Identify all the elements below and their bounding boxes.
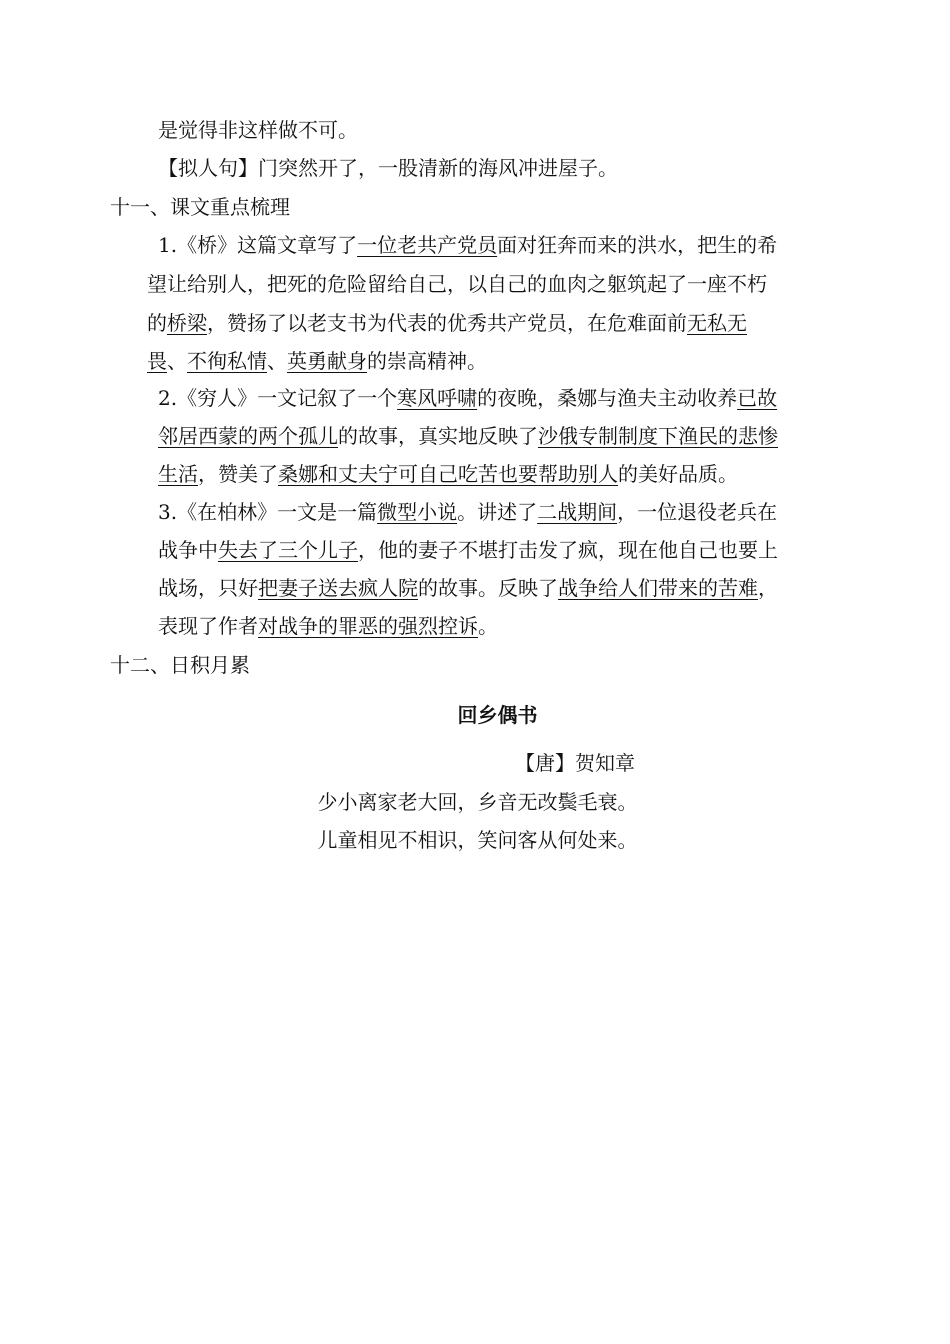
underlined-answer: 沙俄专制制度下渔民的悲惨: [538, 424, 778, 448]
text-run: ，赞扬了以老支书为代表的优秀共产党员，在危难面前: [207, 311, 687, 335]
item1-line3: [147, 310, 747, 336]
underlined-answer: 微型小说: [377, 500, 458, 524]
text-run: 战争中: [158, 538, 218, 562]
item3-line4: [158, 613, 498, 639]
item2-line3: [158, 461, 738, 487]
underlined-answer: 战争给人们带来的苦难: [558, 576, 758, 600]
text-run: 战场，只好: [158, 576, 258, 600]
text-run: ，赞美了: [198, 462, 278, 486]
text-run: 。: [478, 614, 498, 638]
underlined-answer: 生活: [158, 462, 198, 486]
text-run: ，一位退役老兵在: [617, 500, 778, 524]
item1-line4: [147, 348, 487, 374]
text-run: 2.《穷人》一文记叙了一个: [158, 386, 398, 410]
poem-line: 少小离家老大回，乡音无改鬓毛衰。: [317, 790, 638, 814]
item3-line3: [158, 575, 778, 601]
continuation-line: [158, 117, 358, 143]
personification-label: 【拟人句】: [158, 156, 258, 180]
item1-line2: [147, 271, 767, 297]
text-run: 3.《在柏林》一文是一篇: [158, 500, 378, 524]
poem-title: 回乡偶书: [457, 703, 538, 727]
personification-example: [158, 155, 618, 181]
underlined-answer: 不徇私情: [187, 349, 267, 373]
text-run: 、: [267, 349, 287, 373]
underlined-answer: 畏: [147, 349, 167, 373]
underlined-answer: 二战期间: [537, 500, 618, 524]
text-run: 的故事，真实地反映了: [338, 424, 538, 448]
underlined-answer: 邻居西蒙的两个孤儿: [158, 424, 338, 448]
text-run: 的故事。反映了: [418, 576, 558, 600]
underlined-answer: 失去了三个儿子: [218, 538, 358, 562]
underlined-answer: 已故: [737, 386, 778, 410]
underlined-answer: 桑娜和丈夫宁可自己吃苦也要帮助别人: [278, 462, 618, 486]
item3-line2: [158, 537, 778, 563]
underlined-answer: 英勇献身: [287, 349, 367, 373]
text-run: 望让给别人，把死的危险留给自己，以自己的血肉之躯筑起了一座不朽: [147, 272, 767, 296]
continuation-text: 是觉得非这样做不可。: [158, 118, 358, 142]
underlined-answer: 对战争的罪恶的强烈控诉: [258, 614, 478, 638]
personification-sentence: 门突然开了，一股清新的海风冲进屋子。: [258, 156, 618, 180]
text-run: 的崇高精神。: [367, 349, 487, 373]
text-run: 的美好品质。: [618, 462, 738, 486]
underlined-answer: 无私无: [687, 311, 747, 335]
poem-author: 【唐】贺知章: [515, 751, 635, 775]
text-run: 的夜晚，桑娜与渔夫主动收养: [477, 386, 738, 410]
item1-line1: [158, 232, 777, 258]
item2-line2: [158, 423, 778, 449]
item2-line1: [158, 385, 777, 411]
item3-line1: [158, 499, 777, 525]
underlined-answer: 桥梁: [167, 311, 207, 335]
text-run: 的: [147, 311, 167, 335]
underlined-answer: 把妻子送去疯人院: [258, 576, 418, 600]
text-run: ，: [758, 576, 778, 600]
text-run: 1.《桥》这篇文章写了: [158, 233, 358, 257]
section-12-heading: 十二、日积月累: [110, 653, 250, 677]
section-11-heading: 十一、课文重点梳理: [110, 195, 290, 219]
underlined-answer: 一位老共产党员: [357, 233, 498, 257]
text-run: 表现了作者: [158, 614, 258, 638]
text-run: 、: [167, 349, 187, 373]
text-run: ，他的妻子不堪打击发了疯，现在他自己也要上: [358, 538, 778, 562]
underlined-answer: 寒风呼啸: [397, 386, 478, 410]
poem-line: 儿童相见不相识，笑问客从何处来。: [317, 828, 638, 852]
text-run: 。讲述了: [457, 500, 538, 524]
text-run: 面对狂奔而来的洪水，把生的希: [497, 233, 778, 257]
